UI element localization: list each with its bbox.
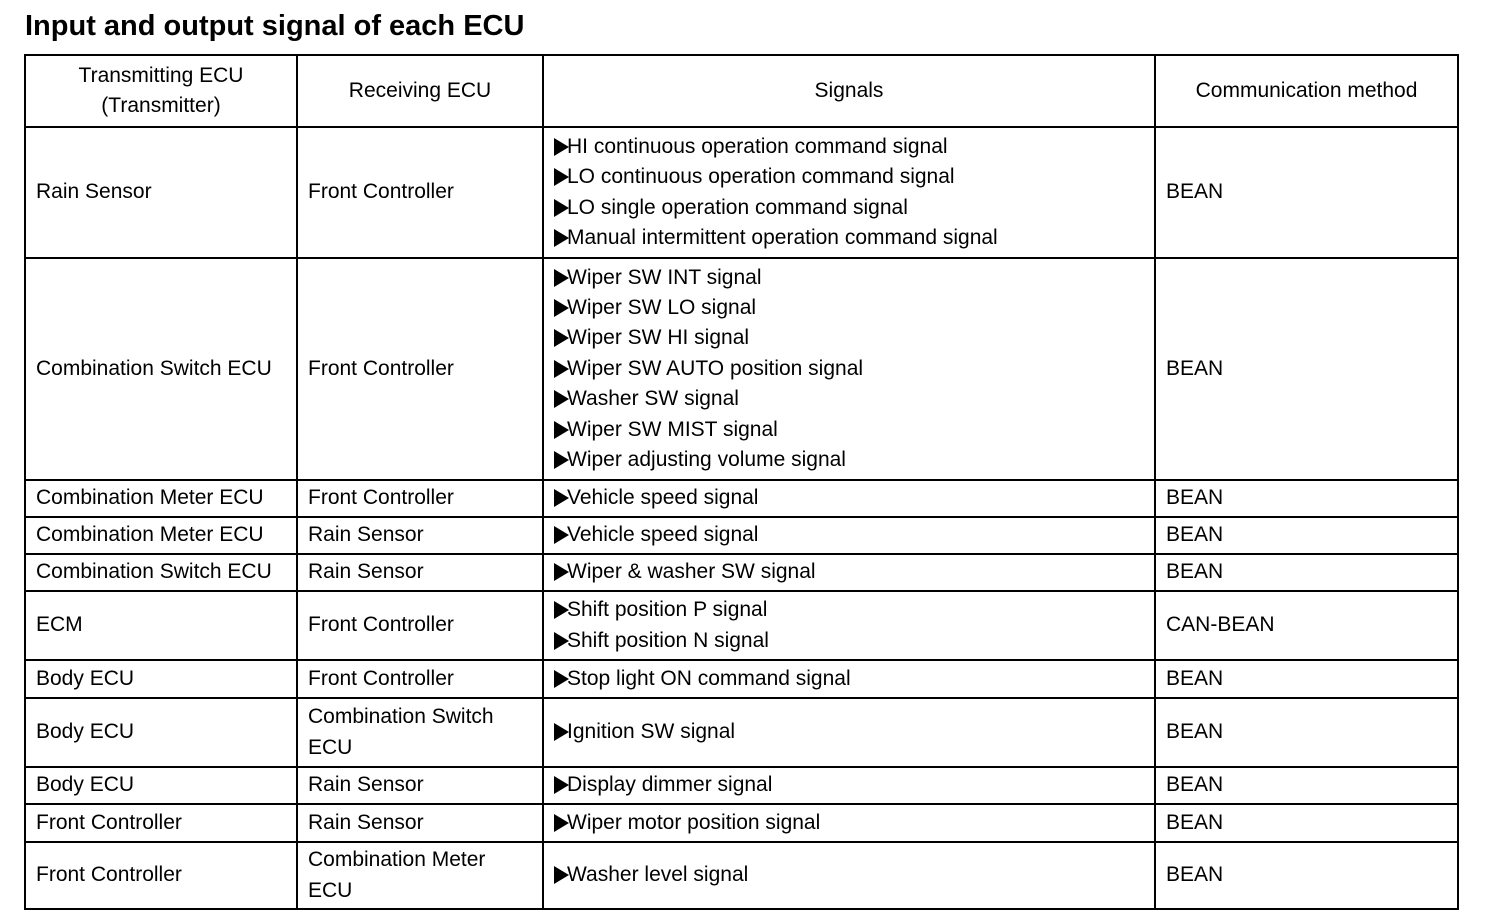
method-cell: BEAN <box>1155 660 1458 698</box>
receiver-cell: Front Controller <box>297 127 543 258</box>
table-row <box>25 804 1458 842</box>
signal-text: Wiper adjusting volume signal <box>567 448 846 472</box>
signal-item <box>554 860 1144 890</box>
signal-item <box>554 354 1144 384</box>
signal-item <box>554 808 1144 838</box>
signal-text: Display dimmer signal <box>567 773 773 797</box>
transmitter-cell: Combination Meter ECU <box>25 480 297 517</box>
receiver-line1: Combination Switch <box>308 705 494 729</box>
table-header-row <box>25 55 1458 127</box>
transmitter-cell: ECM <box>25 591 297 660</box>
signals-cell <box>543 842 1155 909</box>
header-signals: Signals <box>543 55 1155 127</box>
signal-text: Shift position N signal <box>567 628 769 652</box>
signals-cell <box>543 804 1155 842</box>
signal-text: Vehicle speed signal <box>567 486 759 510</box>
signal-item <box>554 132 1144 162</box>
method-cell: BEAN <box>1155 480 1458 517</box>
signal-text: Wiper SW AUTO position signal <box>567 356 864 380</box>
transmitter-cell: Combination Switch ECU <box>25 554 297 591</box>
signal-item <box>554 415 1144 445</box>
table-row <box>25 767 1458 804</box>
signal-item <box>554 293 1144 323</box>
method-cell: BEAN <box>1155 698 1458 767</box>
receiver-cell: Rain Sensor <box>297 517 543 554</box>
method-cell: BEAN <box>1155 127 1458 258</box>
signals-cell <box>543 127 1155 258</box>
signal-text: Wiper SW LO signal <box>567 295 757 319</box>
signal-text: Ignition SW signal <box>567 720 736 744</box>
signal-item <box>554 626 1144 656</box>
signal-text: LO single operation command signal <box>567 195 908 219</box>
signal-item <box>554 384 1144 414</box>
signals-cell <box>543 767 1155 804</box>
signal-text: Vehicle speed signal <box>567 523 759 547</box>
signal-item <box>554 193 1144 223</box>
table-row <box>25 554 1458 591</box>
transmitter-cell: Body ECU <box>25 767 297 804</box>
signal-text: Wiper motor position signal <box>567 810 821 834</box>
table-row <box>25 698 1458 767</box>
method-cell: CAN-BEAN <box>1155 591 1458 660</box>
transmitter-cell: Combination Switch ECU <box>25 258 297 480</box>
signal-text: Wiper SW INT signal <box>567 265 762 289</box>
table-row <box>25 258 1458 480</box>
signal-text: Wiper SW MIST signal <box>567 417 778 441</box>
receiver-cell <box>297 842 543 909</box>
signal-item <box>554 263 1144 293</box>
transmitter-cell: Body ECU <box>25 660 297 698</box>
signal-item <box>554 445 1144 475</box>
receiver-line1: Combination Meter <box>308 848 486 872</box>
signal-text: Washer SW signal <box>567 387 739 411</box>
transmitter-cell: Body ECU <box>25 698 297 767</box>
transmitter-cell: Front Controller <box>25 804 297 842</box>
signal-item <box>554 223 1144 253</box>
method-cell: BEAN <box>1155 554 1458 591</box>
signal-text: Shift position P signal <box>567 598 768 622</box>
signal-item <box>554 520 1144 550</box>
signals-cell <box>543 660 1155 698</box>
receiver-cell <box>297 698 543 767</box>
signal-text: LO continuous operation command signal <box>567 165 955 189</box>
table-row <box>25 127 1458 258</box>
header-transmitter-line1: Transmitting ECU <box>78 63 244 87</box>
table-row <box>25 480 1458 517</box>
ecu-signal-table <box>24 54 1459 910</box>
signal-item <box>554 483 1144 513</box>
signal-text: Wiper & washer SW signal <box>567 560 816 584</box>
receiver-cell: Front Controller <box>297 258 543 480</box>
header-receiver: Receiving ECU <box>297 55 543 127</box>
method-cell: BEAN <box>1155 258 1458 480</box>
signal-item <box>554 162 1144 192</box>
header-method: Communication method <box>1155 55 1458 127</box>
receiver-line2: ECU <box>308 735 353 759</box>
receiver-cell: Rain Sensor <box>297 804 543 842</box>
signals-cell <box>543 554 1155 591</box>
signals-cell <box>543 480 1155 517</box>
signal-item <box>554 770 1144 800</box>
receiver-cell: Front Controller <box>297 660 543 698</box>
receiver-cell: Front Controller <box>297 480 543 517</box>
signal-item <box>554 717 1144 747</box>
table-row <box>25 517 1458 554</box>
header-transmitter-line2: (Transmitter) <box>101 94 221 117</box>
receiver-cell: Front Controller <box>297 591 543 660</box>
signals-cell <box>543 258 1155 480</box>
method-cell: BEAN <box>1155 517 1458 554</box>
signal-text: Wiper SW HI signal <box>567 326 750 350</box>
signal-text: Stop light ON command signal <box>567 666 851 690</box>
signals-cell <box>543 698 1155 767</box>
page-title: Input and output signal of each ECU <box>25 10 525 42</box>
method-cell: BEAN <box>1155 842 1458 909</box>
signal-item <box>554 664 1144 694</box>
table-row <box>25 660 1458 698</box>
method-cell: BEAN <box>1155 767 1458 804</box>
signal-item <box>554 595 1144 625</box>
transmitter-cell: Rain Sensor <box>25 127 297 258</box>
signal-text: Manual intermittent operation command signal <box>567 225 998 249</box>
header-transmitter <box>25 55 297 127</box>
signal-text: Washer level signal <box>567 863 749 887</box>
transmitter-cell: Front Controller <box>25 842 297 909</box>
transmitter-cell: Combination Meter ECU <box>25 517 297 554</box>
receiver-cell: Rain Sensor <box>297 554 543 591</box>
signal-text: HI continuous operation command signal <box>567 134 948 158</box>
table-row <box>25 591 1458 660</box>
signal-item <box>554 323 1144 353</box>
table-row <box>25 842 1458 909</box>
signal-item <box>554 557 1144 587</box>
method-cell: BEAN <box>1155 804 1458 842</box>
signals-cell <box>543 591 1155 660</box>
signals-cell <box>543 517 1155 554</box>
receiver-cell: Rain Sensor <box>297 767 543 804</box>
receiver-line2: ECU <box>308 878 353 902</box>
